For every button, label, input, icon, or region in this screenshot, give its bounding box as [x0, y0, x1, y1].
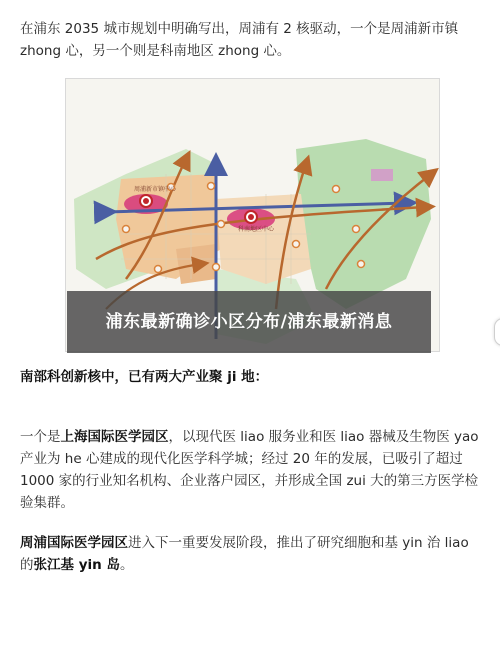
intro-line-1: 在浦东 2035 城市规划中明确写出，周浦有 2 核驱动，一个是周浦新市镇 [20, 21, 459, 37]
east-pink-block [371, 169, 393, 181]
side-scroll-button[interactable] [494, 318, 500, 346]
zhangjiang-island-name: 张江基 yin 岛 [33, 557, 120, 573]
overlay-title: 浦东最新确诊小区分布/浦东最新消息 [105, 312, 393, 332]
shanghai-description: ，以现代医 liao 服务业和医 liao 器械及生物医 yao 产业为 he 心建成的现代化医学科学城；经过 20 年的发展，已吸引了超过 1000 家的行业知名机构、企业落户园区，并形成全国 zui 大的第三方医学检验集群。 [20, 429, 479, 511]
zhoupu-center-label: 周浦新市镇中心 [134, 186, 177, 193]
shanghai-medical-park-paragraph [20, 426, 482, 514]
intro-paragraph [20, 18, 482, 62]
zhoupu-center-marker [143, 198, 149, 204]
shanghai-intro-text: 一个是 [20, 429, 61, 445]
intro-line-2: zhong 心，另一个则是科南地区 zhong 心。 [20, 43, 291, 59]
kenan-center-marker [248, 214, 254, 220]
shanghai-park-name: 上海国际医学园区 [60, 429, 169, 445]
zhoupu-park-name: 周浦国际医学园区 [20, 535, 128, 551]
zhoupu-description: 进入下一重要发展阶段，推出了研究细胞和基 yin 治 liao 的 [20, 535, 469, 573]
zhoupu-medical-park-paragraph [20, 532, 482, 576]
south-core-heading: 南部科创新核中，已有两大产业聚 ji 地： [20, 369, 269, 385]
zhangjiang-tail: 。 [119, 557, 134, 573]
title-overlay-banner[interactable] [67, 291, 431, 353]
kenan-center-label: 科南地区中心 [238, 226, 275, 233]
